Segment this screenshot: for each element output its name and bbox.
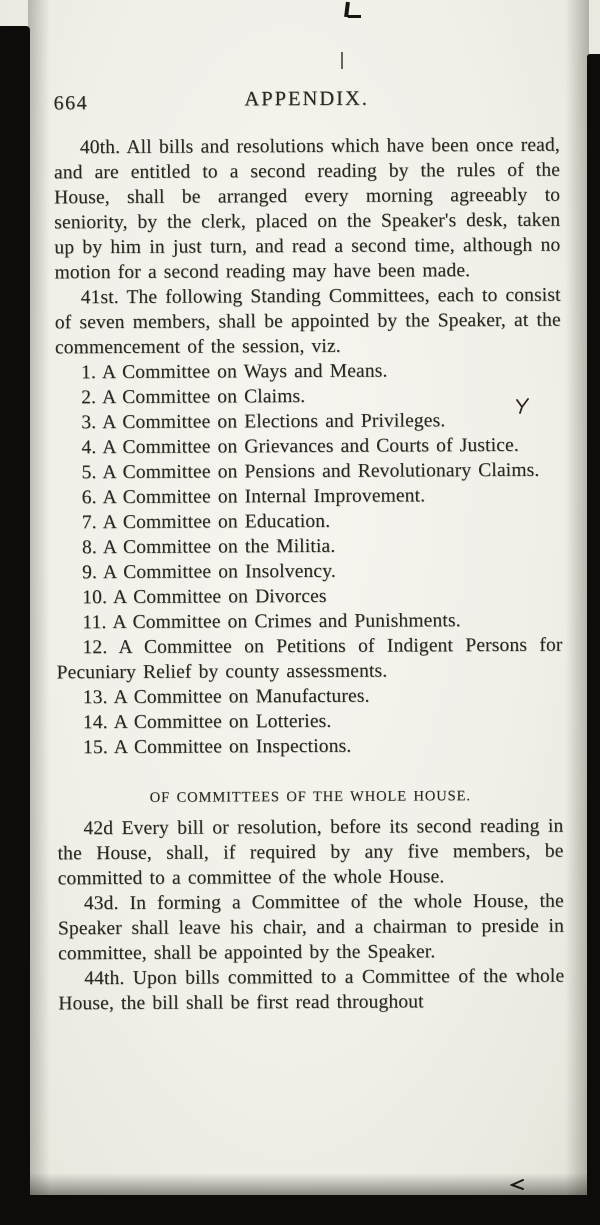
- ink-chevron-icon: [510, 1178, 525, 1196]
- committee-item-8: 8. A Committee on the Militia.: [81, 535, 336, 559]
- paragraph-rule-41: 41st. The following Standing Committees, each to consist of seven members, shall be appointed by the Speaker, at the commencement of the session, viz.: [54, 284, 561, 359]
- committee-item-15: 15. A Committee on Inspections.: [82, 735, 352, 759]
- committee-item-1: 1. A Committee on Ways and Means.: [81, 360, 388, 384]
- committee-item-11: 11. A Committee on Crimes and Punishments.: [82, 610, 461, 634]
- committee-item-14: 14. A Committee on Lotteries.: [82, 710, 332, 734]
- committee-item-13: 13. A Committee on Manufactures.: [82, 685, 370, 709]
- committee-item-3: 3. A Committee on Elections and Privileges.: [81, 410, 446, 434]
- paragraph-rule-40: 40th. All bills and resolutions which have been once read, and are entitled to a second reading by the rules of the House, shall be arranged every morning agreeably to seniority, by the clerk, placed on the Speaker's desk, taken up by him in just turn, and read a second time, although no motion for a second reading may have been made.: [53, 134, 561, 284]
- scan-edge-right: [587, 54, 600, 1225]
- committee-item-12: 12. A Committee on Petitions of Indigent Persons for Pecuniary Relief by county assessments.: [56, 634, 563, 684]
- committee-item-4: 4. A Committee on Grievances and Courts of Justice.: [81, 434, 519, 459]
- paragraph-rule-43: 43d. In forming a Committee of the whole House, the Speaker shall leave his chair, and a chairman to preside in committee, shall be appointed by the Speaker.: [57, 890, 565, 965]
- ink-mark-top-icon: [344, 2, 350, 17]
- paper-shadow-right: [565, 0, 589, 1225]
- committee-item-7: 7. A Committee on Education.: [81, 510, 331, 534]
- ink-mark-top-icon: [348, 15, 361, 18]
- page-content: [54, 87, 565, 1017]
- scan-edge-left: [0, 26, 30, 1225]
- paragraph-rule-42: 42d Every bill or resolution, before its second reading in the House, shall, if required by any five members, be committed to a committee of the whole House.: [57, 815, 564, 890]
- committee-item-2: 2. A Committee on Claims.: [81, 386, 306, 409]
- paper-shadow-left: [28, 0, 50, 1225]
- page-title: APPENDIX.: [244, 87, 369, 111]
- committee-list: [55, 358, 563, 761]
- ink-tick-icon: [341, 52, 343, 69]
- committee-item-9: 9. A Committee on Insolvency.: [82, 560, 336, 584]
- committee-item-10: 10. A Committee on Divorces: [82, 585, 327, 609]
- committee-item-6: 6. A Committee on Internal Improvement.: [81, 485, 426, 509]
- page-header: [54, 87, 560, 118]
- section-heading: OF COMMITTEES OF THE WHOLE HOUSE.: [149, 788, 471, 806]
- page-number: 664: [53, 92, 89, 115]
- scan-edge-bottom: [0, 1195, 600, 1225]
- paragraph-rule-44: 44th. Upon bills committed to a Committee of the whole House, the bill shall be first read throughout: [58, 965, 565, 1015]
- committee-item-5: 5. A Committee on Pensions and Revolutionary Claims.: [81, 459, 540, 484]
